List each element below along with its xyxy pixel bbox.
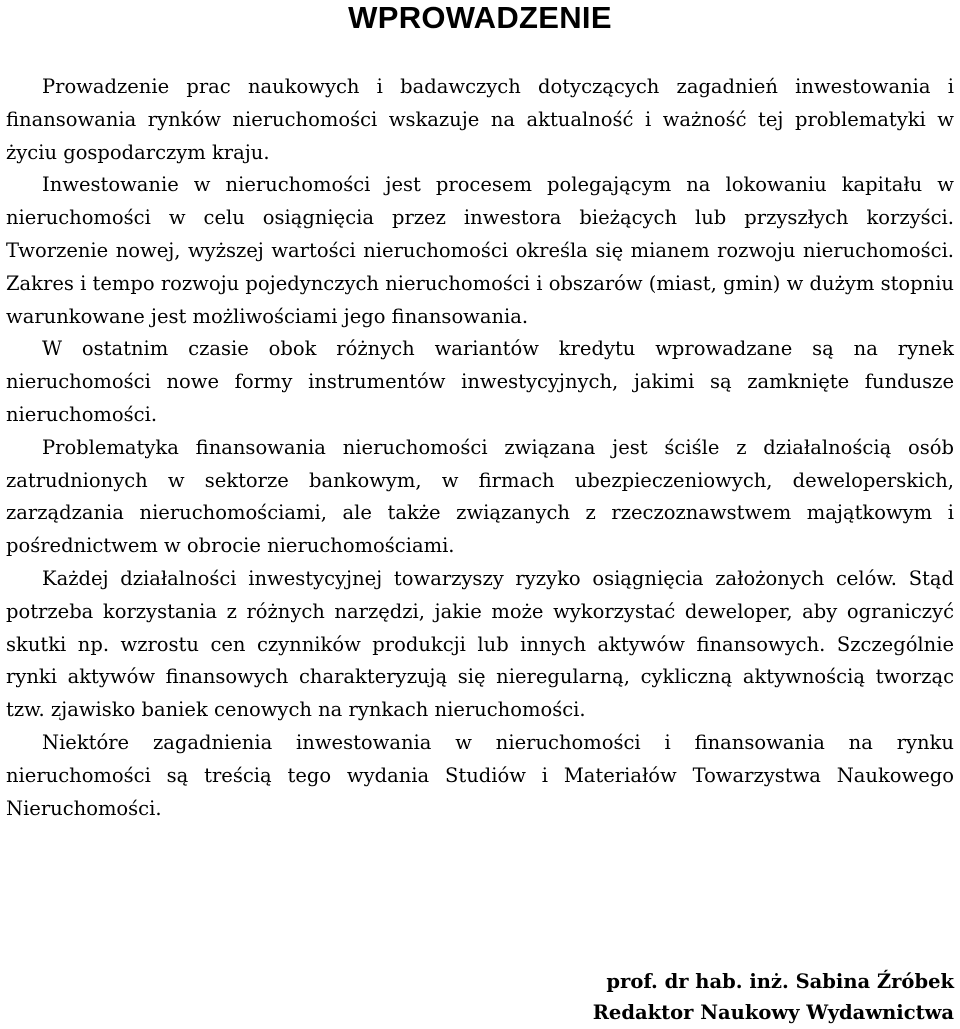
page-title: WPROWADZENIE: [348, 0, 612, 35]
paragraph-2: Inwestowanie w nieruchomości jest procesem polegającym na lokowaniu kapitału w nieruchomości w celu osiągnięcia przez inwestora bieżących lub przyszłych korzyści. Tworzenie nowej, wyższej wartości nieruchomości określa się mianem rozwoju nieruchomości. Zakres i tempo rozwoju pojedynczych nieruchomości i obszarów (miast, gmin) w dużym stopniu warunkowane jest możliwościami jego finansowania.: [6, 173, 954, 328]
signature-name: prof. dr hab. inż. Sabina Źróbek: [606, 970, 954, 993]
paragraph-3: W ostatnim czasie obok różnych wariantów kredytu wprowadzane są na rynek nieruchomości nowe formy instrumentów inwestycyjnych, jakimi są zamknięte fundusze nieruchomości.: [6, 337, 954, 426]
paragraph-1: Prowadzenie prac naukowych i badawczych dotyczących zagadnień inwestowania i finansowania rynków nieruchomości wskazuje na aktualność i ważność tej problematyki w życiu gospodarczym kraju.: [6, 75, 954, 164]
signature-block: [593, 966, 954, 1028]
body-text: [6, 71, 954, 825]
signature-role: Redaktor Naukowy Wydawnictwa: [592, 1001, 954, 1024]
paragraph-6: Niektóre zagadnienia inwestowania w nieruchomości i finansowania na rynku nieruchomości są treścią tego wydania Studiów i Materiałów Towarzystwa Naukowego Nieruchomości.: [6, 730, 954, 820]
paragraph-5: Każdej działalności inwestycyjnej towarzyszy ryzyko osiągnięcia założonych celów. Stąd potrzeba korzystania z różnych narzędzi, jakie może wykorzystać deweloper, aby ograniczyć skutki np. wzrostu cen czynników produkcji lub innych aktywów finansowych. Szczególnie rynki aktywów finansowych charakteryzują się nieregularną, cykliczną aktywnością tworząc tzw. zjawisko baniek cenowych na rynkach nieruchomości.: [6, 566, 954, 722]
paragraph-4: Problematyka finansowania nieruchomości związana jest ściśle z działalnością osób zatrudnionych w sektorze bankowym, w firmach ubezpieczeniowych, deweloperskich, zarządzania nieruchomościami, ale także związanych z rzeczoznawstwem majątkowym i pośrednictwem w obrocie nieruchomościami.: [6, 435, 954, 558]
